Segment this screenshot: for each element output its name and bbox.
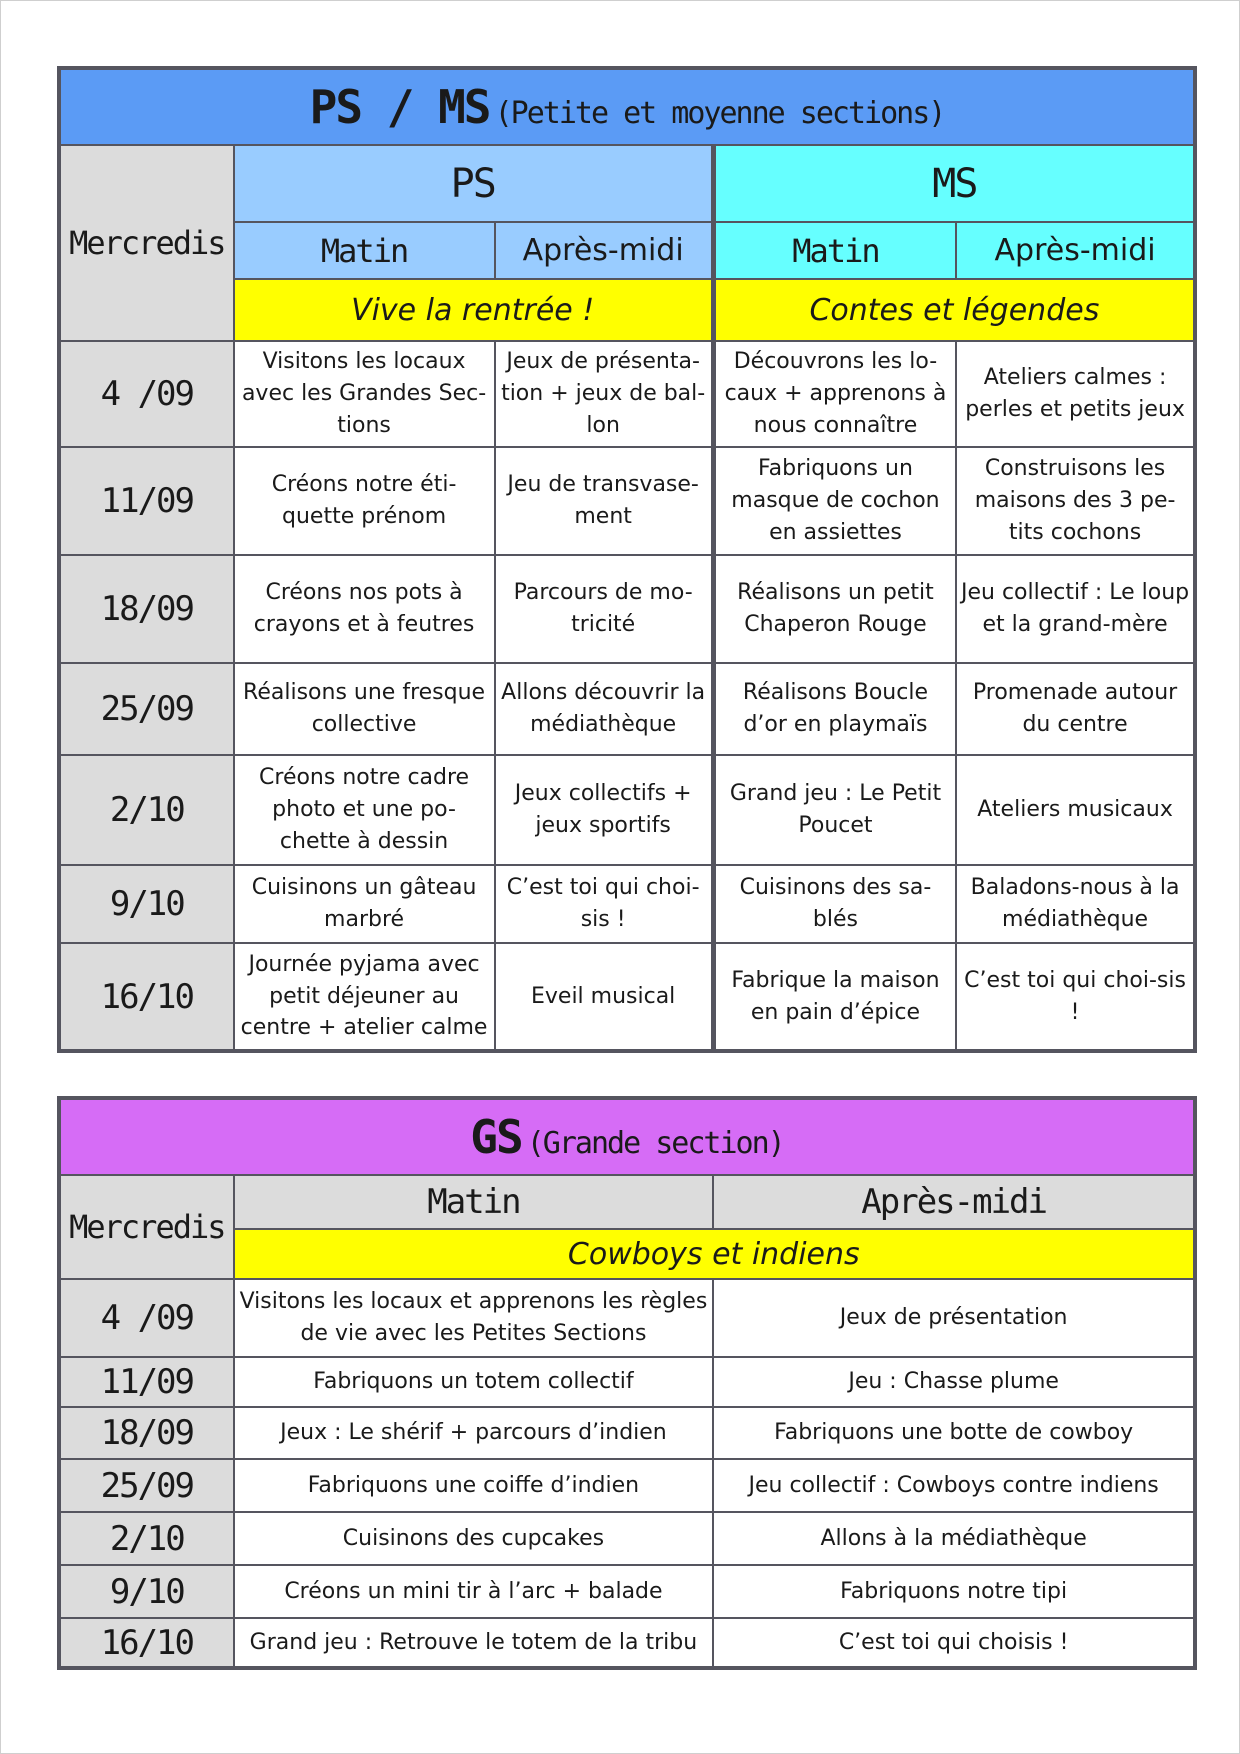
ps-morning-activity: Réalisons une fresque collective xyxy=(234,663,495,755)
ms-afternoon-activity: Construisons les maisons des 3 pe-tits cochons xyxy=(956,447,1195,555)
ps-afternoon-activity: Jeux collectifs + jeux sportifs xyxy=(495,755,714,865)
ms-morning-activity: Réalisons Boucle d’or en playmaïs xyxy=(713,663,956,755)
ps-afternoon-activity: Jeu de transvase-ment xyxy=(495,447,714,555)
ps-morning-header: Matin xyxy=(234,222,495,279)
row-date: 16/10 xyxy=(59,1618,234,1668)
table-row xyxy=(59,1357,1195,1407)
row-date: 11/09 xyxy=(59,1357,234,1407)
ms-morning-activity: Fabrique la maison en pain d’épice xyxy=(713,943,956,1051)
ps-afternoon-activity: Parcours de mo-tricité xyxy=(495,555,714,663)
gs-morning-activity: Fabriquons un totem collectif xyxy=(234,1357,714,1407)
gs-morning-activity: Fabriquons une coiffe d’indien xyxy=(234,1459,714,1512)
table-row xyxy=(59,555,1195,663)
gs-theme: Cowboys et indiens xyxy=(234,1229,1195,1279)
gs-afternoon-activity: C’est toi qui choisis ! xyxy=(713,1618,1195,1668)
ms-afternoon-header: Après-midi xyxy=(956,222,1195,279)
gs-afternoon-activity: Jeu : Chasse plume xyxy=(713,1357,1195,1407)
table-row xyxy=(59,1279,1195,1357)
gs-morning-activity: Grand jeu : Retrouve le totem de la tribu xyxy=(234,1618,714,1668)
gs-morning-activity: Cuisinons des cupcakes xyxy=(234,1512,714,1565)
ps-afternoon-activity: Eveil musical xyxy=(495,943,714,1051)
ps-afternoon-header: Après-midi xyxy=(495,222,714,279)
table-row xyxy=(59,447,1195,555)
table-row xyxy=(59,341,1195,447)
ps-ms-title-banner xyxy=(59,68,1195,145)
row-date: 2/10 xyxy=(59,1512,234,1565)
gs-morning-activity: Visitons les locaux et apprenons les règles de vie avec les Petites Sections xyxy=(234,1279,714,1357)
row-date: 9/10 xyxy=(59,865,234,943)
table-row xyxy=(59,663,1195,755)
row-date: 18/09 xyxy=(59,555,234,663)
ps-afternoon-activity: C’est toi qui choi-sis ! xyxy=(495,865,714,943)
row-date: 18/09 xyxy=(59,1407,234,1459)
ps-header: PS xyxy=(234,145,714,222)
gs-afternoon-activity: Jeu collectif : Cowboys contre indiens xyxy=(713,1459,1195,1512)
ms-afternoon-activity: Baladons-nous à la médiathèque xyxy=(956,865,1195,943)
ms-morning-activity: Réalisons un petit Chaperon Rouge xyxy=(713,555,956,663)
gs-morning-activity: Créons un mini tir à l’arc + balade xyxy=(234,1565,714,1618)
ms-morning-activity: Grand jeu : Le Petit Poucet xyxy=(713,755,956,865)
ps-morning-activity: Créons notre cadre photo et une po-chette à dessin xyxy=(234,755,495,865)
gs-subtitle: (Grande section) xyxy=(526,1126,784,1161)
row-date: 4 /09 xyxy=(59,1279,234,1357)
ms-afternoon-activity: Ateliers musicaux xyxy=(956,755,1195,865)
gs-afternoon-activity: Fabriquons une botte de cowboy xyxy=(713,1407,1195,1459)
row-date: 16/10 xyxy=(59,943,234,1051)
ps-morning-activity: Créons notre éti-quette prénom xyxy=(234,447,495,555)
gs-title-banner xyxy=(59,1098,1195,1175)
gs-day-header: Mercredis xyxy=(59,1175,234,1279)
row-date: 9/10 xyxy=(59,1565,234,1618)
table-row xyxy=(59,1618,1195,1668)
ms-header: MS xyxy=(713,145,1195,222)
gs-morning-activity: Jeux : Le shérif + parcours d’indien xyxy=(234,1407,714,1459)
ms-afternoon-activity: Ateliers calmes : perles et petits jeux xyxy=(956,341,1195,447)
row-date: 4 /09 xyxy=(59,341,234,447)
ps-ms-title: PS / MS xyxy=(309,80,490,134)
table-row xyxy=(59,865,1195,943)
ms-morning-activity: Découvrons les lo-caux + apprenons à nous connaître xyxy=(713,341,956,447)
table-row xyxy=(59,1407,1195,1459)
ms-afternoon-activity: Jeu collectif : Le loup et la grand-mère xyxy=(956,555,1195,663)
ps-theme: Vive la rentrée ! xyxy=(234,279,714,341)
table-row xyxy=(59,1512,1195,1565)
row-date: 25/09 xyxy=(59,663,234,755)
ps-ms-schedule-table xyxy=(57,66,1197,1053)
ms-morning-activity: Fabriquons un masque de cochon en assiettes xyxy=(713,447,956,555)
ps-morning-activity: Cuisinons un gâteau marbré xyxy=(234,865,495,943)
ps-ms-subtitle: (Petite et moyenne sections) xyxy=(494,96,945,131)
table-row xyxy=(59,1459,1195,1512)
gs-schedule-table xyxy=(57,1096,1197,1670)
ps-morning-activity: Journée pyjama avec petit déjeuner au centre + atelier calme xyxy=(234,943,495,1051)
ps-ms-day-header: Mercredis xyxy=(59,145,234,341)
ms-afternoon-activity: Promenade autour du centre xyxy=(956,663,1195,755)
ms-morning-activity: Cuisinons des sa-blés xyxy=(713,865,956,943)
table-row xyxy=(59,943,1195,1051)
gs-afternoon-activity: Allons à la médiathèque xyxy=(713,1512,1195,1565)
gs-afternoon-header: Après-midi xyxy=(713,1175,1195,1229)
ps-afternoon-activity: Allons découvrir la médiathèque xyxy=(495,663,714,755)
row-date: 11/09 xyxy=(59,447,234,555)
row-date: 25/09 xyxy=(59,1459,234,1512)
gs-title: GS xyxy=(470,1110,522,1164)
ps-afternoon-activity: Jeux de présenta-tion + jeux de bal-lon xyxy=(495,341,714,447)
gs-afternoon-activity: Fabriquons notre tipi xyxy=(713,1565,1195,1618)
ps-morning-activity: Créons nos pots à crayons et à feutres xyxy=(234,555,495,663)
ms-afternoon-activity: C’est toi qui choi-sis ! xyxy=(956,943,1195,1051)
ms-theme: Contes et légendes xyxy=(713,279,1195,341)
table-row xyxy=(59,1565,1195,1618)
ms-morning-header: Matin xyxy=(713,222,956,279)
ps-morning-activity: Visitons les locaux avec les Grandes Sec-tions xyxy=(234,341,495,447)
row-date: 2/10 xyxy=(59,755,234,865)
gs-afternoon-activity: Jeux de présentation xyxy=(713,1279,1195,1357)
table-row xyxy=(59,755,1195,865)
gs-morning-header: Matin xyxy=(234,1175,714,1229)
